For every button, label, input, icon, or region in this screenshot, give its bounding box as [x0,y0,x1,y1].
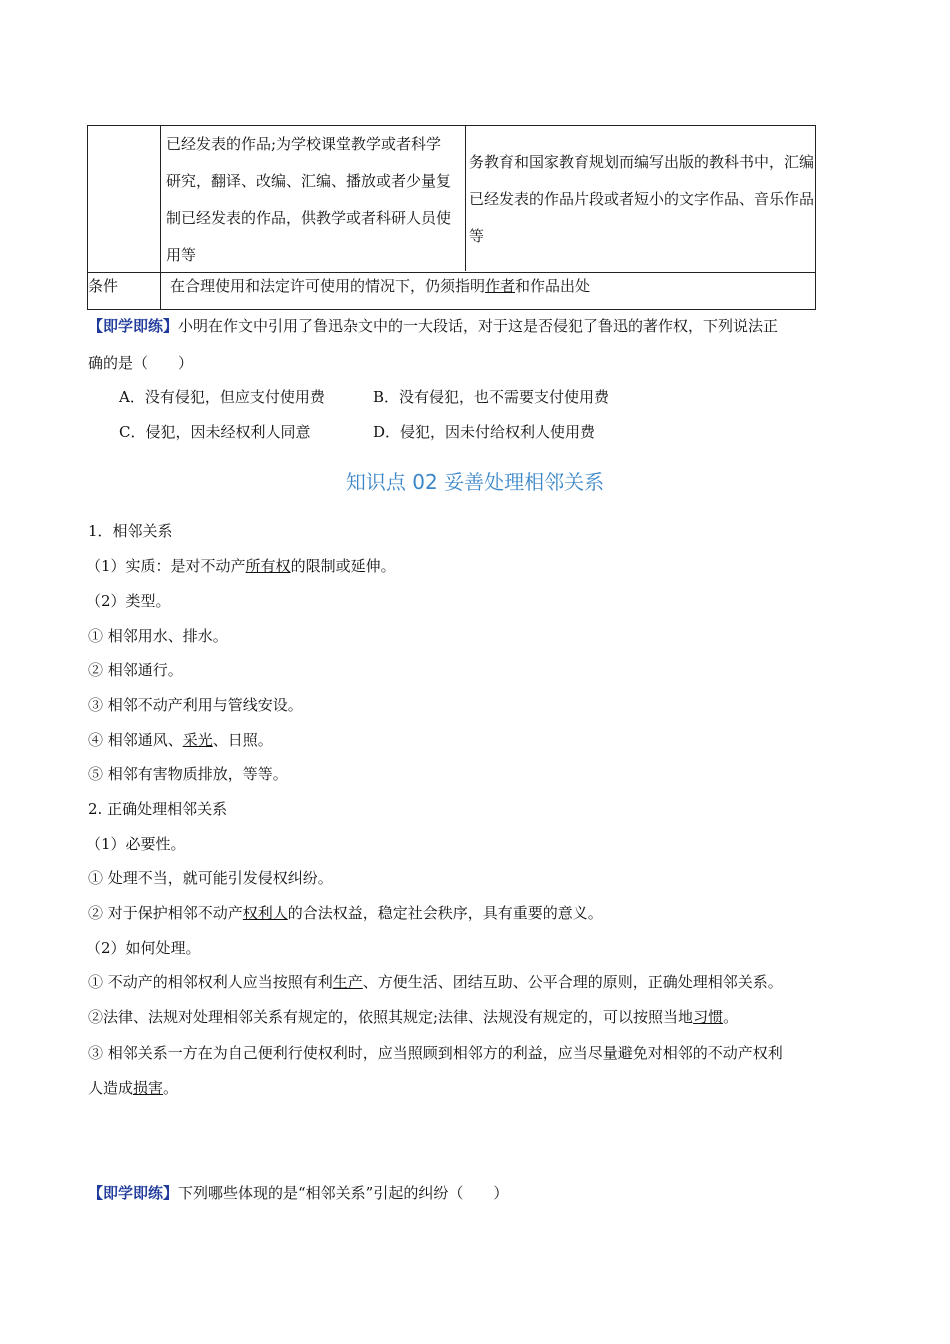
necessity-item-1: ① 处理不当，就可能引发侵权纠纷。 [88,869,333,887]
type-item-2: ② 相邻通行。 [88,661,183,679]
section-heading: 知识点 02 妥善处理相邻关系 [345,470,605,494]
text: 和作品出处 [515,277,591,295]
text: ① 不动产的相邻权利人应当按照有利 [88,973,333,991]
text: 、方便生活、团结互助、公平合理的原则，正确处理相邻关系。 [362,973,783,991]
underlined-text: 习惯 [693,1008,724,1026]
option-a: A．没有侵犯，但应支付使用费 [119,388,325,406]
underlined-text: 损害 [133,1079,164,1097]
subheading-1: 1．相邻关系 [88,522,173,540]
subheading-2: 2. 正确处理相邻关系 [88,800,228,818]
option-c: C．侵犯，因未经权利人同意 [119,423,311,441]
how-item-3: ③ 相邻关系一方在为自己便利行使权利时，应当照顾到相邻方的利益，应当尽量避免对相邻的不动产权利 [88,1044,783,1062]
text: 在合理使用和法定许可使用的情况下，仍须指明 [170,277,486,295]
practice-question-1-line2: 确的是（ ） [88,354,194,372]
type-item-5: ⑤ 相邻有害物质排放，等等。 [88,765,288,783]
underlined-text: 采光 [182,731,213,749]
table-divider [465,126,466,271]
necessity-item-2 [88,901,603,925]
underlined-text: 作者 [485,277,516,295]
text: 人造成 [88,1079,134,1097]
type-item-4 [88,728,273,752]
text: ② 对于保护相邻不动产 [88,904,243,922]
question-text: 下列哪些体现的是“相邻关系”引起的纠纷（ ） [178,1184,509,1202]
text: ②法律、法规对处理相邻关系有规定的，依照其规定;法律、法规没有规定的，可以按照当地 [88,1008,694,1026]
text: ④ 相邻通风、 [88,731,183,749]
text: （1）实质：是对不动产 [86,557,246,575]
copyright-table [87,125,816,310]
table-divider [160,126,161,309]
essence-line [86,554,396,578]
option-b: B．没有侵犯，也不需要支付使用费 [373,388,610,406]
type-item-3: ③ 相邻不动产利用与管线安设。 [88,696,303,714]
table-cell-condition [170,273,590,300]
practice-tag: 【即学即练】 [88,1184,179,1202]
how-item-3-line2 [88,1076,178,1100]
underlined-text: 所有权 [245,557,291,575]
table-cell-statutory-license: 务教育和国家教育规划而编写出版的教科书中，汇编已经发表的作品片段或者短小的文字作品、音乐作品等 [469,153,815,245]
underlined-text: 权利人 [242,904,288,922]
how-item-2 [88,1005,738,1029]
text: 。 [723,1008,739,1026]
underlined-text: 生产 [332,973,363,991]
text: 。 [163,1079,179,1097]
practice-question-2 [88,1181,508,1205]
how-line: （2）如何处理。 [86,939,201,957]
types-line: （2）类型。 [86,592,171,610]
table-cell-reasonable-use: 已经发表的作品;为学校课堂教学或者科学研究，翻译、改编、汇编、播放或者少量复制已经发表的作品，供教学或者科研人员使用等 [166,135,452,264]
table-cell-condition-label: 条件 [88,277,119,295]
question-text: 小明在作文中引用了鲁迅杂文中的一大段话，对于这是否侵犯了鲁迅的著作权，下列说法正 [178,317,779,335]
how-item-1 [88,970,783,994]
practice-question-1 [88,314,778,338]
type-item-1: ① 相邻用水、排水。 [88,627,228,645]
text: 的合法权益，稳定社会秩序，具有重要的意义。 [287,904,603,922]
necessity-line: （1）必要性。 [86,835,186,853]
text: 、日照。 [212,731,273,749]
option-d: D．侵犯，因未付给权利人使用费 [373,423,596,441]
practice-tag: 【即学即练】 [88,317,179,335]
text: 的限制或延伸。 [290,557,396,575]
